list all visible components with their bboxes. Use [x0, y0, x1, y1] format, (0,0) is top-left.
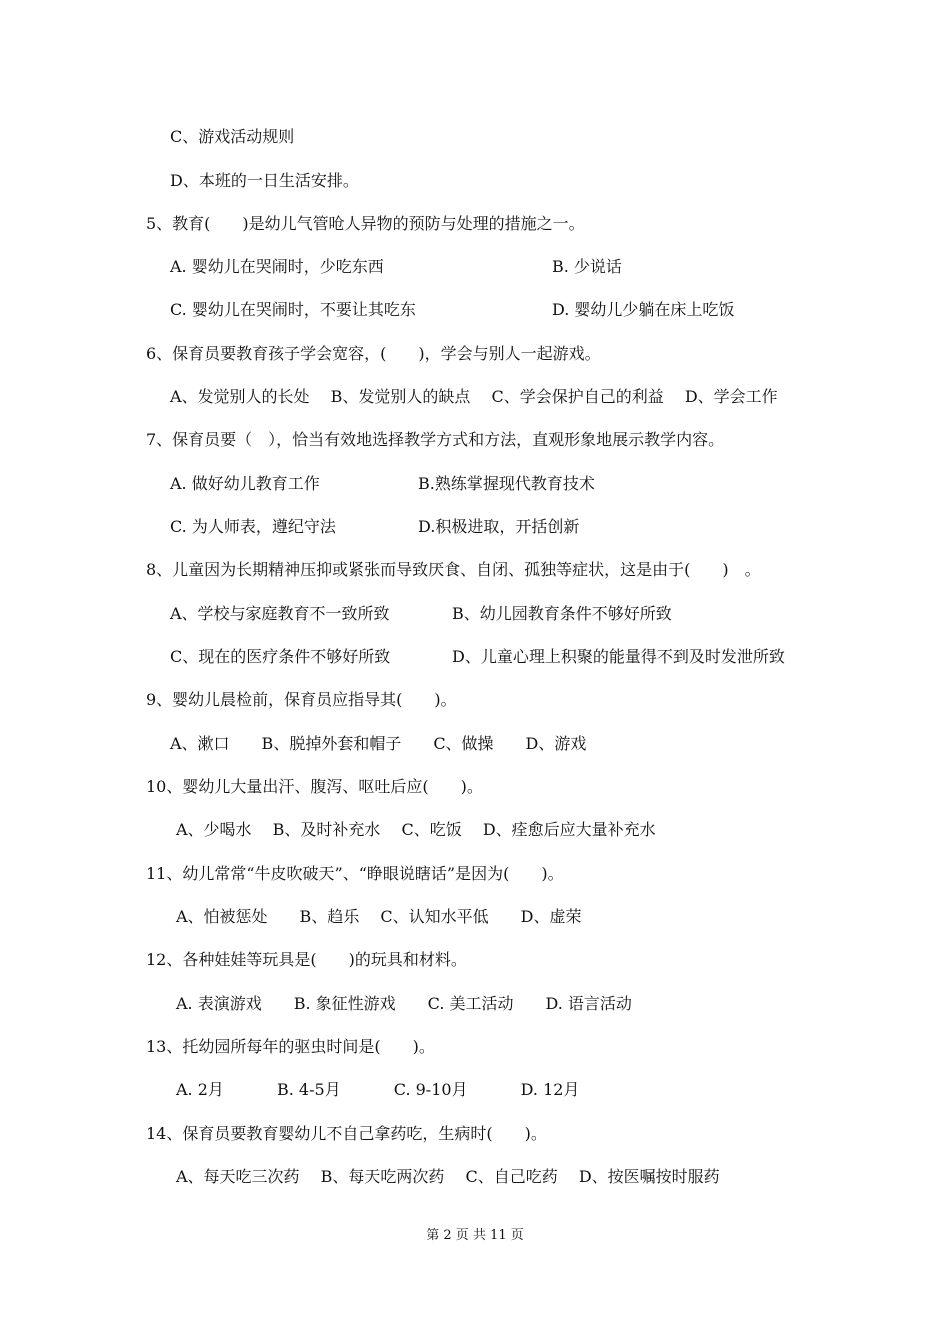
- question-10: 10、婴幼儿大量出汗、腹泻、呕吐后应( )。: [146, 777, 483, 796]
- question-6: 6、保育员要教育孩子学会宽容，( )，学会与别人一起游戏。: [146, 344, 601, 363]
- options-q11: A、怕被惩处 B、趋乐 C、认知水平低 D、虚荣: [176, 907, 582, 926]
- question-14: 14、保育员要教育婴幼儿不自己拿药吃，生病时( )。: [146, 1124, 547, 1143]
- option-d-q4: D、本班的一日生活安排。: [170, 171, 359, 190]
- option-b-q5: B. 少说话: [552, 257, 622, 276]
- options-q13: A. 2月 B. 4-5月 C. 9-10月 D. 12月: [176, 1080, 580, 1099]
- option-d-q8: D、儿童心理上积聚的能量得不到及时发泄所致: [452, 647, 785, 666]
- options-q9: A、漱口 B、脱掉外套和帽子 C、做操 D、游戏: [170, 734, 587, 753]
- option-a-q8: A、学校与家庭教育不一致所致: [170, 604, 390, 623]
- question-13: 13、托幼园所每年的驱虫时间是( )。: [146, 1037, 435, 1056]
- option-c-q4: C、游戏活动规则: [170, 127, 295, 146]
- page-footer: 第 2 页 共 11 页: [426, 1228, 524, 1243]
- option-b-q7: B.熟练掌握现代教育技术: [418, 474, 595, 493]
- option-c-q7: C. 为人师表，遵纪守法: [170, 517, 336, 536]
- question-9: 9、婴幼儿晨检前，保育员应指导其( )。: [146, 690, 457, 709]
- question-12: 12、各种娃娃等玩具是( )的玩具和材料。: [146, 950, 467, 969]
- question-5: 5、教育( )是幼儿气管呛人异物的预防与处理的措施之一。: [146, 214, 585, 233]
- options-q14: A、每天吃三次药 B、每天吃两次药 C、自己吃药 D、按医嘱按时服药: [176, 1167, 720, 1186]
- question-11: 11、幼儿常常“牛皮吹破天”、“睁眼说瞎话”是因为( )。: [146, 864, 564, 883]
- options-q10: A、少喝水 B、及时补充水 C、吃饭 D、痊愈后应大量补充水: [176, 820, 656, 839]
- option-b-q8: B、幼儿园教育条件不够好所致: [452, 604, 672, 623]
- option-a-q5: A. 婴幼儿在哭闹时，少吃东西: [170, 257, 384, 276]
- option-d-q7: D.积极进取，开括创新: [418, 517, 580, 536]
- options-q12: A. 表演游戏 B. 象征性游戏 C. 美工活动 D. 语言活动: [176, 994, 632, 1013]
- option-c-q5: C. 婴幼儿在哭闹时，不要让其吃东: [170, 300, 416, 319]
- option-a-q7: A. 做好幼儿教育工作: [170, 474, 320, 493]
- question-8: 8、儿童因为长期精神压抑或紧张而导致厌食、自闭、孤独等症状，这是由于( ) 。: [146, 560, 761, 579]
- option-c-q8: C、现在的医疗条件不够好所致: [170, 647, 391, 666]
- options-q6: A、发觉别人的长处 B、发觉别人的缺点 C、学会保护自己的利益 D、学会工作: [170, 387, 778, 406]
- option-d-q5: D. 婴幼儿少躺在床上吃饭: [552, 300, 735, 319]
- question-7: 7、保育员要（ ），恰当有效地选择教学方式和方法，直观形象地展示教学内容。: [146, 430, 725, 449]
